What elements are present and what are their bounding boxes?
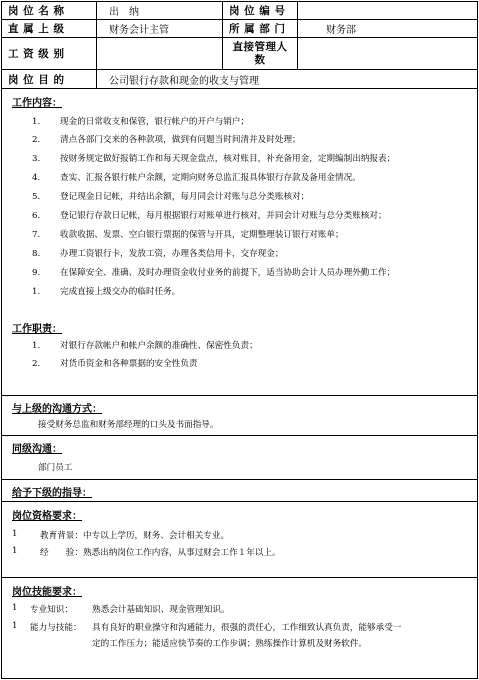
header-row-grade <box>2 38 477 70</box>
purpose-value: 公司银行存款和现金的收支与管理 <box>109 75 259 87</box>
list-item: 1. 现金的日常收支和保管，银行帐户的开户与销户； <box>32 117 250 127</box>
qualification-num: 1 <box>12 529 18 539</box>
qualifications-title: 岗位资格要求： <box>12 511 82 522</box>
list-item: 2. 清点各部门交来的各种款项，做到有问题当时间清并及时处理； <box>32 135 301 145</box>
skill-text-continued: 定的工作压力；能适应快节奏的工作步调；熟练操作计算机及财务软件。 <box>92 639 368 649</box>
list-item: 4. 查实、汇报各银行帐户余额，定期向财务总监汇报具体银行存款及备用金情况。 <box>32 173 361 183</box>
job-description-form <box>1 1 478 679</box>
header-row-post <box>2 2 477 20</box>
skill-num: 1 <box>12 603 18 613</box>
skill-label: 能力与技能： <box>30 623 82 633</box>
subordinate-title: 给予下级的指导： <box>12 488 92 499</box>
subordinate-section <box>2 480 477 502</box>
grade-value <box>97 38 223 69</box>
qualification-text: 经 验：熟悉出纳岗位工作内容，从事过财会工作１年以上。 <box>40 548 281 558</box>
grade-label: 工 资 级 别 <box>2 38 97 69</box>
work-content-title: 工作内容： <box>12 98 62 109</box>
direct-reports-label: 直接管理人数 <box>223 38 298 69</box>
header-row-purpose <box>2 70 477 89</box>
skills-section <box>2 578 477 680</box>
list-item: 1. 对银行存款帐户和帐户余额的准确性、保密性负责； <box>32 341 258 351</box>
superior-value: 财务会计主管 <box>97 20 223 37</box>
list-item: 6. 登记银行存款日记帐，每月根据银行对账单进行核对，并同会计对账与总分类账核对； <box>32 211 387 221</box>
purpose-label: 岗 位 目 的 <box>2 70 97 88</box>
list-item: 7. 收款收据、发票、空白银行票据的保管与开具，定期整理装订银行对账单； <box>32 230 344 240</box>
list-item: 8. 办理工资银行卡，发放工资，办理各类信用卡，交存现金； <box>32 249 284 259</box>
direct-reports-value <box>298 38 477 69</box>
qualifications-section <box>2 502 477 578</box>
header-row-superior <box>2 20 477 38</box>
post-name-label: 岗 位 名 称 <box>2 2 97 19</box>
peer-comm-text: 部门员工 <box>38 463 73 473</box>
list-item: 1. 完成直接上级交办的临时任务。 <box>32 287 181 297</box>
post-code-label: 岗 位 编 号 <box>223 2 298 19</box>
list-item: 9. 在保障安全、准确、及时办理资金收付业务的前提下，适当协助会计人员办理外勤工作； <box>32 268 396 278</box>
post-name-value: 出 纳 <box>97 2 223 19</box>
qualification-num: 1 <box>12 546 18 556</box>
list-item: 5. 登记现金日记帐，并结出余额，每月同会计对账与总分类账核对； <box>32 192 310 202</box>
superior-comm-title: 与上级的沟通方式： <box>12 404 102 415</box>
work-section <box>2 89 477 396</box>
duties-title: 工作职责： <box>12 324 62 335</box>
superior-label: 直 属 上 级 <box>2 20 97 37</box>
skill-label: 专业知识： <box>30 605 73 615</box>
post-code-value <box>298 2 477 19</box>
superior-comm-section <box>2 396 477 436</box>
superior-comm-text: 接受财务总监和财务部经理的口头及书面指导。 <box>38 420 219 430</box>
list-item: 2. 对货币资金和各种票据的安全性负责 <box>32 359 198 369</box>
skill-text: 熟悉会计基础知识、现金管理知识。 <box>92 605 230 615</box>
skill-text: 具有良好的职业操守和沟通能力，很强的责任心，工作细致认真负责，能够承受一 <box>92 623 402 633</box>
skill-num: 1 <box>12 621 18 631</box>
qualification-text: 教育背景：中专以上学历，财务、会计相关专业。 <box>40 531 230 541</box>
skills-title: 岗位技能要求： <box>12 587 82 598</box>
department-value: 财务部 <box>326 25 356 36</box>
department-label: 所 属 部 门 <box>223 20 298 37</box>
peer-comm-title: 同级沟通： <box>12 444 62 455</box>
peer-comm-section <box>2 436 477 480</box>
list-item: 3. 按财务规定做好报销工作和每天现金盘点，核对账目，补充备用金，定期编制出纳报表； <box>32 154 396 164</box>
